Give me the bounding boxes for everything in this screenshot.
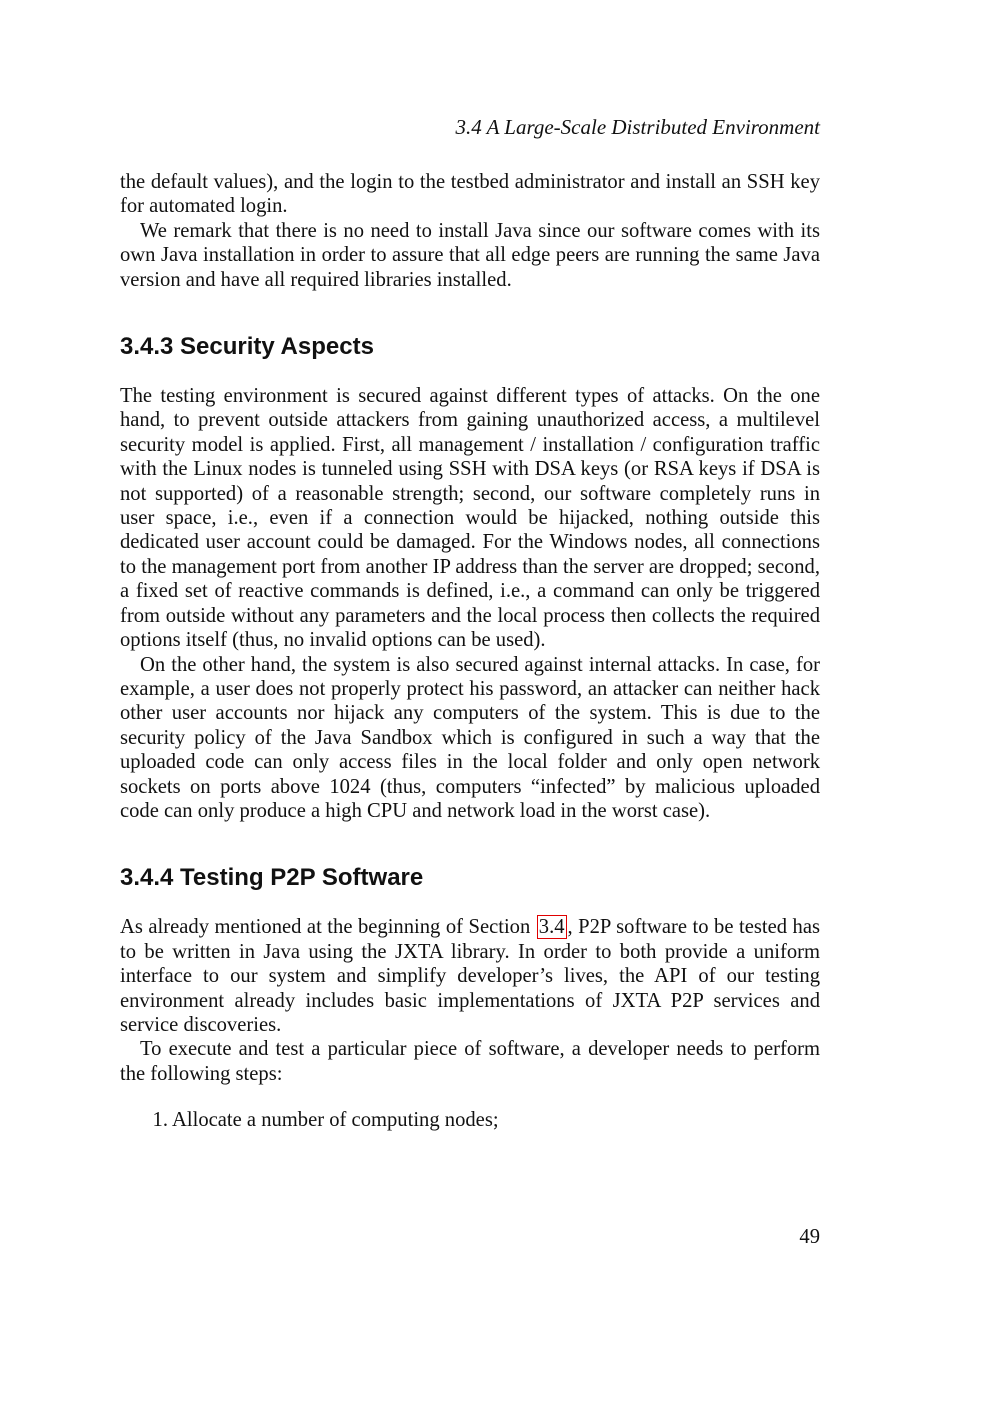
- section-heading-testing-p2p: 3.4.4 Testing P2P Software: [120, 864, 424, 892]
- list-item-number: 1.: [152, 1109, 168, 1132]
- paragraph-java-remark: We remark that there is no need to install Java since our software comes with its own Java installation in order to assure that all edge peers are running the same Java version and have all required libraries installed.: [120, 219, 820, 291]
- paragraph-continued: the default values), and the login to the testbed administrator and install an SSH key for automated login.: [120, 171, 820, 218]
- paragraph-security-internal: On the other hand, the system is also secured against internal attacks. In case, for example, a user does not properly protect his password, an attacker can neither hack other user accounts nor hijack any computers of the system. This is due to the security policy of the Java Sandbox which is configured in such a way that the uploaded code can only access files in the local folder and only open network sockets on ports above 1024 (thus, computers “infected” by malicious uploaded code can only produce a high CPU and network load in the worst case).: [120, 653, 820, 822]
- running-head: 3.4 A Large-Scale Distributed Environment: [455, 115, 820, 139]
- paragraph-security-outside: The testing environment is secured against different types of attacks. On the one hand, to prevent outside attackers from gaining unauthorized access, a multilevel security model is applied. First, all management / installation / configuration traffic with the Linux nodes is tunneled using SSH with DSA keys (or RSA keys if DSA is not supported) of a reasonable strength; second, our software completely runs in user space, i.e., even if a connection would be hijacked, nothing outside this dedicated user account could be damaged. For the Windows nodes, all connections to the management port from another IP address than the server are dropped; second, a fixed set of reactive commands is defined, i.e., a command can only be triggered from outside without any parameters and the local process then collects the required options itself (thus, no invalid options can be used).: [120, 385, 820, 652]
- section-heading-security-aspects: 3.4.3 Security Aspects: [120, 333, 374, 361]
- p2p-intro-text-b: , P2P software to be tested has to be written in Java using the JXTA library. In order to both provide a uniform interface to our system and simplify developer’s lives, the API of our testing environment already includes basic implementations of JXTA P2P services and service discoveries.: [120, 916, 820, 1036]
- list-item: [120, 1108, 820, 1132]
- paragraph-steps-intro: To execute and test a particular piece of software, a developer needs to perform the following steps:: [120, 1038, 820, 1085]
- section-reference-link[interactable]: 3.4: [538, 916, 565, 939]
- p2p-intro-text-a: As already mentioned at the beginning of Section: [120, 916, 536, 939]
- steps-list: [120, 1108, 820, 1132]
- page-number: 49: [799, 1226, 820, 1248]
- paragraph-p2p-intro: [120, 915, 820, 1037]
- list-item-text: Allocate a number of computing nodes;: [172, 1109, 499, 1132]
- page-body: [120, 170, 820, 1133]
